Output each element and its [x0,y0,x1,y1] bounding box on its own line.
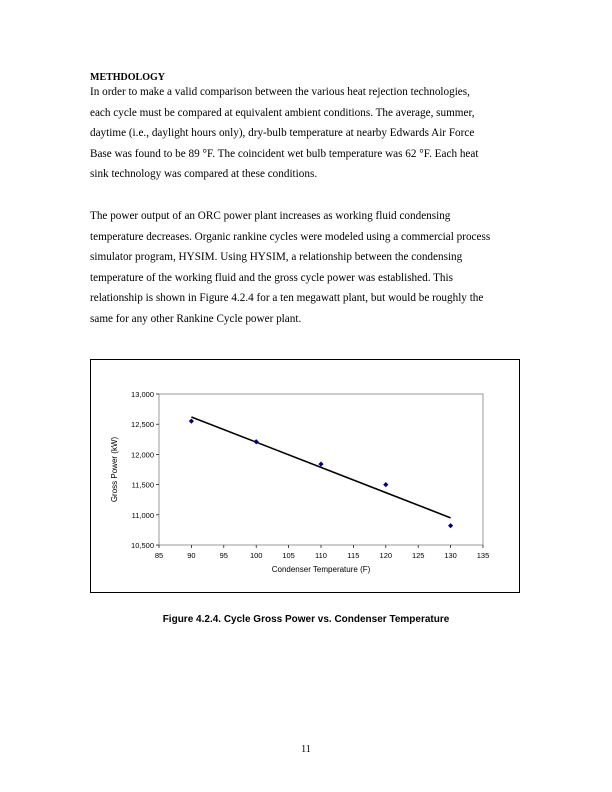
paragraph-methodology [90,82,530,185]
data-point [383,482,388,487]
chart-frame [90,359,520,593]
x-tick-label: 125 [411,551,425,560]
y-tick-label: 11,000 [131,510,154,520]
text-line: relationship is shown in Figure 4.2.4 for a ten megawatt plant, but would be roughly the [90,292,484,305]
text-line: In order to make a valid comparison between the various heat rejection technologies, [90,86,470,98]
x-tick-label: 115 [347,551,360,560]
data-point [189,419,194,424]
x-axis-label: Condenser Temperature (F) [271,565,371,574]
x-tick-label: 90 [187,551,196,560]
section-heading: METHDOLOGY [90,72,166,83]
text-line: temperature of the working fluid and the gross cycle power was established. This [90,271,453,284]
paragraph-orc-power [90,206,530,330]
plot-area-border [159,394,483,545]
trendline [191,417,450,518]
text-line: Base was found to be 89 °F. The coincident wet bulb temperature was 62 °F. Each heat [90,147,479,160]
y-tick-label: 10,500 [131,541,154,550]
y-axis-label: Gross Power (kW) [110,436,119,503]
text-line: temperature decreases. Organic rankine cycles were modeled using a commercial process [90,230,491,243]
x-tick-label: 120 [379,551,393,560]
x-tick-label: 95 [219,551,228,560]
text-line: daytime (i.e., daylight hours only), dry-bulb temperature at nearby Edwards Air Force [90,127,475,140]
gross-power-chart [91,360,519,592]
text-line: simulator program, HYSIM. Using HYSIM, a relationship between the condensing [90,251,463,264]
y-tick-label: 12,000 [131,450,154,460]
x-tick-label: 135 [476,551,490,560]
figure-caption: Figure 4.2.4. Cycle Gross Power vs. Condenser Temperature [162,614,450,625]
text-line: same for any other Rankine Cycle power plant. [90,312,302,325]
text-line: The power output of an ORC power plant increases as working fluid condensing [90,210,451,222]
y-tick-label: 11,500 [131,480,154,490]
x-tick-label: 130 [444,551,457,560]
text-line: each cycle must be compared at equivalent ambient conditions. The average, summer, [90,106,475,119]
page-number: 11 [301,744,311,755]
x-tick-label: 85 [154,551,164,560]
x-tick-label: 105 [282,551,295,560]
y-tick-label: 12,500 [131,420,154,430]
y-tick-label: 13,000 [131,390,154,399]
data-point [448,523,453,528]
text-line: sink technology was compared at these conditions. [90,168,318,181]
x-tick-label: 110 [315,551,327,560]
x-tick-label: 100 [249,551,263,560]
